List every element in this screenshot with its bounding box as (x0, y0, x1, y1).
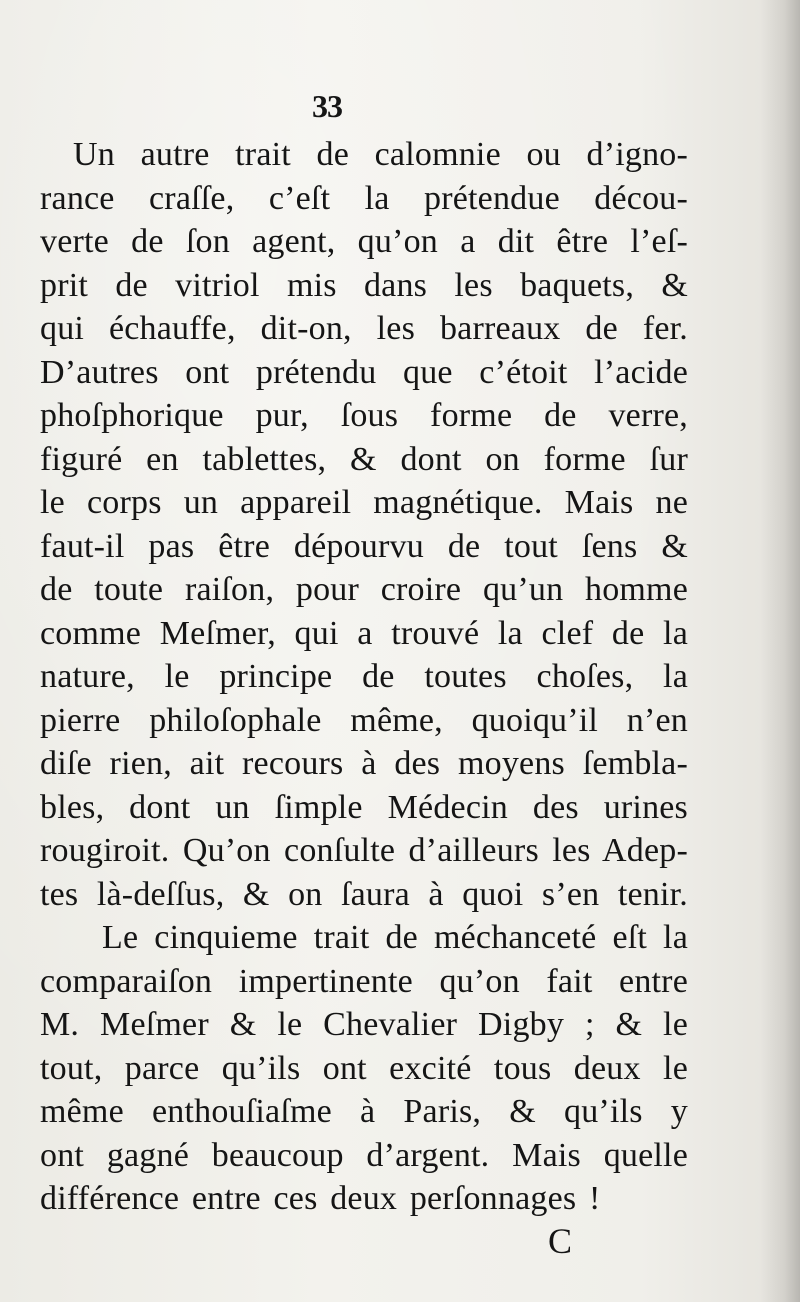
text-line: faut-il pas être dépourvu de tout ſens & (40, 527, 688, 565)
text-line: D’autres ont prétendu que c’étoit l’acide (40, 353, 688, 391)
page-gutter-shadow (760, 0, 800, 1302)
text-line: pierre philoſophale même, quoiqu’il n’en (40, 701, 688, 739)
body-text (40, 133, 688, 1221)
text-line: Un autre trait de calomnie ou d’igno- (73, 136, 688, 173)
text-line: ont gagné beaucoup d’argent. Mais quelle (40, 1136, 688, 1174)
text-line: verte de ſon agent, qu’on a dit être l’eſ- (40, 223, 688, 260)
text-line: Le cinquieme trait de méchanceté eſt la (102, 919, 688, 956)
text-line: nature, le principe de toutes choſes, la (40, 658, 688, 695)
text-line: de toute raiſon, pour croire qu’un homme (40, 571, 688, 608)
text-line: prit de vitriol mis dans les baquets, & (40, 266, 688, 304)
text-line: différence entre ces deux perſonnages ! (40, 1180, 601, 1217)
text-line: comparaiſon impertinente qu’on fait entre (40, 962, 688, 1000)
text-line: tes là-deſſus, & on ſaura à quoi s’en tenir. (40, 875, 688, 913)
text-line: phoſphorique pur, ſous forme de verre, (40, 397, 688, 434)
text-line: figuré en tablettes, & dont on forme ſur (40, 440, 688, 478)
text-line: tout, parce qu’ils ont excité tous deux le (40, 1049, 688, 1087)
signature-mark: C (548, 1221, 573, 1261)
text-line: même enthouſiaſme à Paris, & qu’ils y (40, 1093, 688, 1130)
text-line: M. Meſmer & le Chevalier Digby ; & le (40, 1006, 688, 1043)
page-number: 33 (312, 88, 342, 124)
text-line: comme Meſmer, qui a trouvé la clef de la (40, 614, 688, 652)
text-line: qui échauffe, dit-on, les barreaux de fer. (40, 310, 688, 347)
text-line: le corps un appareil magnétique. Mais ne (40, 484, 688, 521)
text-line: bles, dont un ſimple Médecin des urines (40, 788, 688, 826)
text-line: diſe rien, ait recours à des moyens ſembla- (40, 745, 688, 782)
text-line: rance craſſe, c’eſt la prétendue décou- (40, 179, 688, 217)
text-line: rougiroit. Qu’on conſulte d’ailleurs les Adep- (40, 832, 688, 869)
